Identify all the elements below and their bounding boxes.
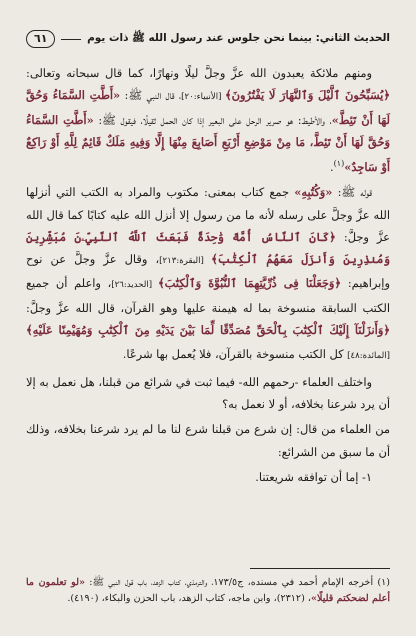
running-header [26, 28, 390, 50]
paragraph [26, 418, 390, 463]
text-run: ، والأطيط: هو صرير الرحل على البعير إذا كان الحمل ثقيلًا، فيقول ﷺ: [93, 112, 332, 127]
footnote-marker: (١) [333, 159, 345, 169]
main-text [26, 62, 390, 488]
verse-reference: [الحديد:٢٦] [111, 280, 158, 291]
paragraph [26, 181, 390, 367]
header-rule [61, 39, 81, 40]
quoted-text: «أَطَّتِ السَّمَاءُ وَحُقَّ لَهَا أَنْ تَئِطَّ» [26, 88, 390, 127]
text-run: ، واعلم أن جميع الكتب السابقة منسوخة بما له هيمنة عليها وهو القرآن، قال الله عزَّ وجلَّ: [26, 276, 390, 315]
verse-reference: [المائدة:٤٨] [347, 351, 390, 362]
text-run: (١) أخرجه الإمام أحمد في مسنده، ج١٧٣/٥، والترمذي، كتاب الزهد، باب قول النبي ﷺ: [85, 577, 390, 588]
paragraph [26, 62, 390, 178]
text-run: من العلماء من قال: إن شرع من قبلنا شرع لنا ما لم يرد شرعنا بخلافه، وذلك أن ما سبق من الشرائع: [26, 422, 390, 459]
quoted-text: «وَكُتُبِهِ» [294, 185, 333, 200]
text-run: كل الكتب منسوخة بالقرآن، فلا يُعمل بها شرعًا. [122, 347, 348, 362]
text-run: جمع كتاب بمعنى: مكتوب والمراد به الكتب التي أنزلها الله عزَّ وجلَّ على رسله لأنه ما من رسول إلا أنزل الله عليه كتابًا كما قال الله عزَّ وجلَّ: [26, 185, 390, 244]
footnotes [26, 568, 390, 607]
text-run: ومنهم ملائكة يعبدون الله عزَّ وجلَّ ليلًا ونهارًا، كما قال سبحانه وتعالى: [26, 66, 372, 80]
quoted-text: ﴿يُسَبِّحُونَ ٱلَّيْلَ وَٱلنَّهَارَ لَا يَفْتُرُونَ﴾ [224, 88, 390, 103]
paragraph [26, 466, 390, 488]
paragraph [26, 371, 390, 416]
footnote [26, 575, 390, 607]
quoted-text: «أَطَّتِ السَّمَاءُ وَحُقَّ لَهَا أَنْ تَئِطَّ، مَا مِنْ مَوْضِعِ أَرْبَعِ أَصَابِعَ مِنْهَا إِلَّا وَفِيهِ مَلَكٌ قَائِمٌ لِلَّهِ أَوْ رَاكِعٌ أَوْ سَاجِدٌ» [26, 112, 390, 174]
text-run: ١- إما أن توافقه شريعتنا. [255, 469, 372, 484]
text-run: ، قال النبي ﷺ: [120, 88, 182, 103]
text-run: واختلف العلماء -رحمهم الله- فيما ثبت في شرائع من قبلنا، هل نعمل به إلا أن يرد شرعنا بخلافه، أو لا نعمل به؟ [26, 374, 390, 411]
text-run: ، وقال عزَّ وجلَّ عن نوح وإبراهيم: [26, 252, 390, 291]
quoted-text: ﴿كَانَ ٱلنَّاسُ أُمَّةً وَٰحِدَةً فَبَعَثَ ٱللَّهُ ٱلنَّبِيِّۦنَ مُبَشِّرِينَ وَمُنذِرِينَ وَأَنزَلَ مَعَهُمُ ٱلْكِتَٰبَ﴾ [26, 229, 390, 267]
page-number: ٦١ [26, 30, 55, 48]
quoted-text: ﴿وَجَعَلْنَا فِى ذُرِّيَّتِهِمَا ٱلنُّبُوَّةَ وَٱلْكِتَٰبَ﴾ [157, 276, 342, 291]
quoted-text: ﴿وَأَنزَلْنَآ إِلَيْكَ ٱلْكِتَٰبَ بِٱلْحَقِّ مُصَدِّقًا لِّمَا بَيْنَ يَدَيْهِ مِنَ ٱلْكِتَٰبِ وَمُهَيْمِنًا عَلَيْهِ﴾ [26, 323, 390, 338]
chapter-title: الحديث الثاني: بينما نحن جلوس عند رسول الله ﷺ ذات يوم [87, 31, 390, 44]
text-run: . [330, 159, 334, 174]
quoted-text: «لو تعلمون ما أعلم لضحكتم قليلًا» [26, 577, 390, 604]
footnote-separator [250, 568, 390, 569]
text-run: قوله ﷺ: [332, 185, 372, 200]
verse-reference: [الأنبياء:٢٠] [181, 92, 225, 103]
verse-reference: [البقرة:٢١٣] [159, 256, 212, 267]
text-run: ، (٢٣١٢)، وابن ماجه، كتاب الزهد، باب الحزن والبكاء، (٤١٩٠). [67, 593, 311, 604]
